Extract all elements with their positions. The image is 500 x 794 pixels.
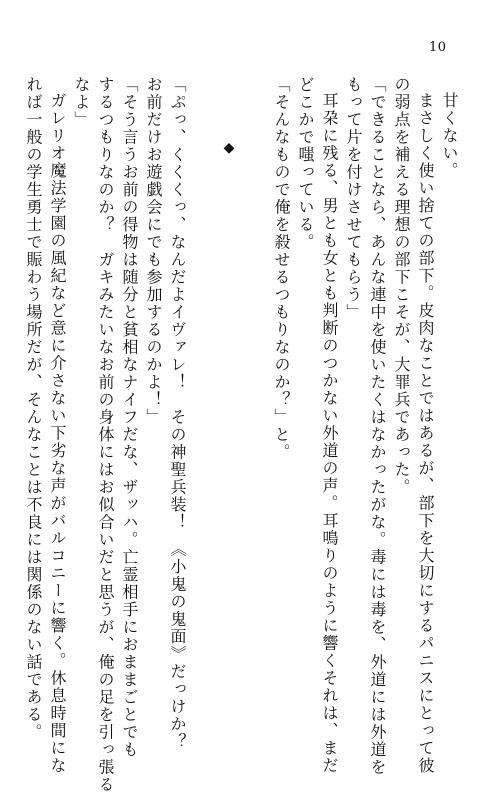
text-line: なよ」: [72, 76, 91, 129]
text-line: の弱点を補える理想の部下こそが、大罪兵であった。: [392, 76, 411, 496]
page-number: 10: [429, 40, 447, 55]
text-line: どこかで嗤っている。: [296, 76, 315, 251]
text-line: 「できることなら、あんな連中を使いたくはなかったがな。毒には毒を、外道には外道を: [368, 76, 387, 776]
text-line: もって片を付けさせてもらう」: [344, 76, 363, 321]
vertical-text-block: [24, 76, 461, 794]
text-line: 耳朶に残る、男とも女とも判断のつかない外道の声。耳鳴りのように響くそれは、まだ: [320, 92, 339, 775]
text-line: お前だけお遊戯会にでも参加するのかよ！」: [144, 76, 163, 426]
text-line: 「そう言うお前の得物は随分と貧相なナイフだな、ザッハ。亡霊相手におままごとでも: [120, 76, 139, 759]
text-line: 「ぷっ、くくくっ、なんだよイヴァレ！ その神聖兵装！ 《小鬼の鬼面》だっけか？: [168, 76, 187, 751]
text-line: まさしく使い捨ての部下。皮肉なことではあるが、部下を大切にするパニスにとって彼: [416, 92, 435, 775]
text-line: れば一般の学生勇士で賑わう場所だが、そんなことは不良には関係のない話である。: [24, 76, 43, 741]
scene-separator: [217, 140, 241, 640]
text-line: ガレリオ魔法学園の風紀など意に介さない下劣な声がバルコニーに響く。休息時間にな: [48, 92, 67, 775]
text-line: 甘くない。: [440, 92, 459, 180]
diamond-icon: ◆: [221, 140, 237, 158]
text-line: するつもりなのか？ ガキみたいなお前の身体にはお似合いだと思うが、俺の足を引っ張る: [96, 76, 115, 794]
text-line: 「そんなもので俺を殺せるつもりなのか？」と。: [272, 76, 291, 461]
